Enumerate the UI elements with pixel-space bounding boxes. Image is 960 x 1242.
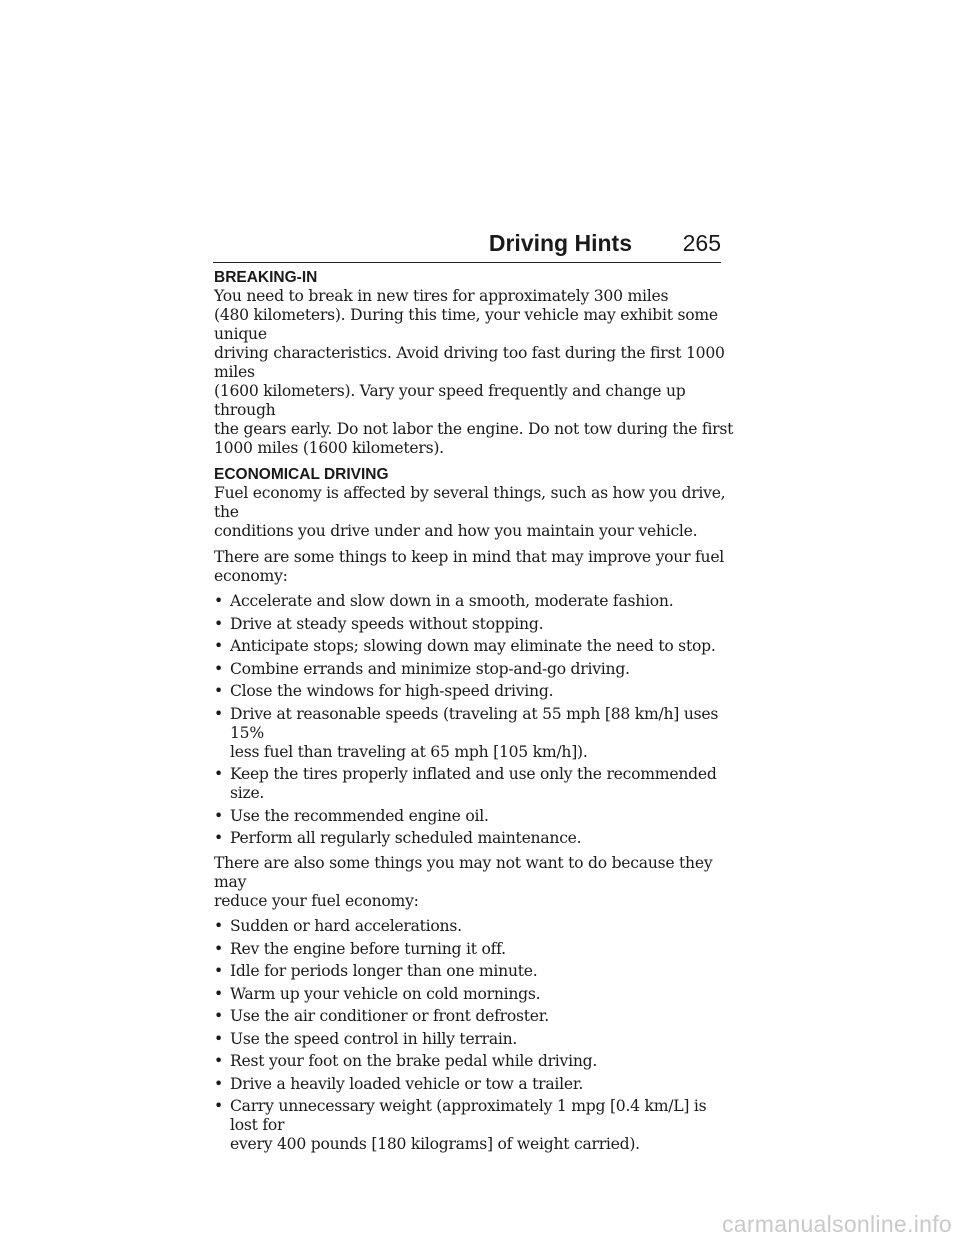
bullet-icon: • xyxy=(214,939,223,958)
bullet-icon: • xyxy=(214,637,223,655)
page-number: 265 xyxy=(682,230,721,256)
bullet-icon: • xyxy=(214,765,223,783)
list-item xyxy=(214,705,734,762)
bullet-icon: • xyxy=(214,806,223,825)
list-item-text: Drive a heavily loaded vehicle or tow a trailer. xyxy=(230,1074,584,1093)
page-content xyxy=(214,268,734,1158)
bullet-icon: • xyxy=(214,917,223,935)
bullet-icon: • xyxy=(214,704,223,723)
list-item xyxy=(214,1030,734,1049)
list-item xyxy=(214,660,734,679)
list-item xyxy=(214,1075,734,1094)
list-item xyxy=(214,1097,734,1154)
list-item-text: Drive at reasonable speeds (traveling at 55 mph [88 km/h] uses 15% less fuel than traveling at 65 mph [105 km/h]). xyxy=(230,704,719,761)
list-item-text: Use the recommended engine oil. xyxy=(230,806,489,825)
list-item xyxy=(214,829,734,848)
list-item-text: Perform all regularly scheduled maintenance. xyxy=(230,829,582,847)
page-header xyxy=(213,228,721,263)
list-item-text: Anticipate stops; slowing down may eliminate the need to stop. xyxy=(230,637,716,655)
list-item xyxy=(214,682,734,701)
list-item-text: Warm up your vehicle on cold mornings. xyxy=(230,984,541,1003)
list-item-text: Keep the tires properly inflated and use only the recommended size. xyxy=(230,765,717,802)
breaking-in-paragraph: You need to break in new tires for approximately 300 miles (480 kilometers). During this time, your vehicle may exhibit some unique driving characteristics. Avoid driving too fast during the first 1000 miles (1600 kilometers). Vary your speed frequently and change up through the gears early. Do not labor the engine. Do not tow during the first 1000 miles (1600 kilometers). xyxy=(214,287,734,457)
list-item xyxy=(214,807,734,826)
list-item xyxy=(214,1052,734,1071)
bullet-icon: • xyxy=(214,1007,223,1025)
section-title: Driving Hints xyxy=(488,230,632,256)
list-item xyxy=(214,765,734,803)
bullet-icon: • xyxy=(214,1052,223,1070)
fuel-economy-intro-paragraph: Fuel economy is affected by several things, such as how you drive, the conditions you drive under and how you maintain your vehicle. xyxy=(214,484,726,540)
list-item-text: Sudden or hard accelerations. xyxy=(230,917,462,935)
bullet-icon: • xyxy=(214,962,223,980)
list-item-text: Close the windows for high-speed driving. xyxy=(230,682,554,700)
list-item-text: Idle for periods longer than one minute. xyxy=(230,962,538,980)
list-item xyxy=(214,637,734,656)
bullet-icon: • xyxy=(214,659,223,678)
improve-economy-intro: There are some things to keep in mind that may improve your fuel economy: xyxy=(214,548,725,585)
bullet-icon: • xyxy=(214,682,223,700)
bullet-icon: • xyxy=(214,1097,223,1115)
reduce-economy-list xyxy=(214,917,734,1154)
list-item-text: Drive at steady speeds without stopping. xyxy=(230,614,544,633)
list-item xyxy=(214,940,734,959)
economical-driving-heading: ECONOMICAL DRIVING xyxy=(214,466,389,483)
list-item-text: Rev the engine before turning it off. xyxy=(230,939,506,958)
list-item xyxy=(214,592,734,611)
list-item xyxy=(214,615,734,634)
improve-economy-list xyxy=(214,592,734,848)
list-item-text: Carry unnecessary weight (approximately 1 mpg [0.4 km/L] is lost for every 400 pounds [180 kilograms] of weight carried). xyxy=(230,1097,707,1153)
site-watermark: carmanualsonline.info xyxy=(721,1211,952,1237)
list-item xyxy=(214,962,734,981)
list-item-text: Use the air conditioner or front defroster. xyxy=(230,1007,549,1025)
bullet-icon: • xyxy=(214,984,223,1003)
list-item-text: Accelerate and slow down in a smooth, moderate fashion. xyxy=(230,592,674,610)
bullet-icon: • xyxy=(214,1029,223,1048)
list-item xyxy=(214,985,734,1004)
list-item-text: Rest your foot on the brake pedal while driving. xyxy=(230,1052,598,1070)
bullet-icon: • xyxy=(214,829,223,847)
list-item xyxy=(214,1007,734,1026)
bullet-icon: • xyxy=(214,1074,223,1093)
reduce-economy-intro: There are also some things you may not want to do because they may reduce your fuel economy: xyxy=(214,854,713,910)
list-item-text: Combine errands and minimize stop-and-go driving. xyxy=(230,659,630,678)
list-item-text: Use the speed control in hilly terrain. xyxy=(230,1029,518,1048)
bullet-icon: • xyxy=(214,614,223,633)
bullet-icon: • xyxy=(214,592,223,610)
breaking-in-heading: BREAKING-IN xyxy=(214,269,318,286)
list-item xyxy=(214,917,734,936)
